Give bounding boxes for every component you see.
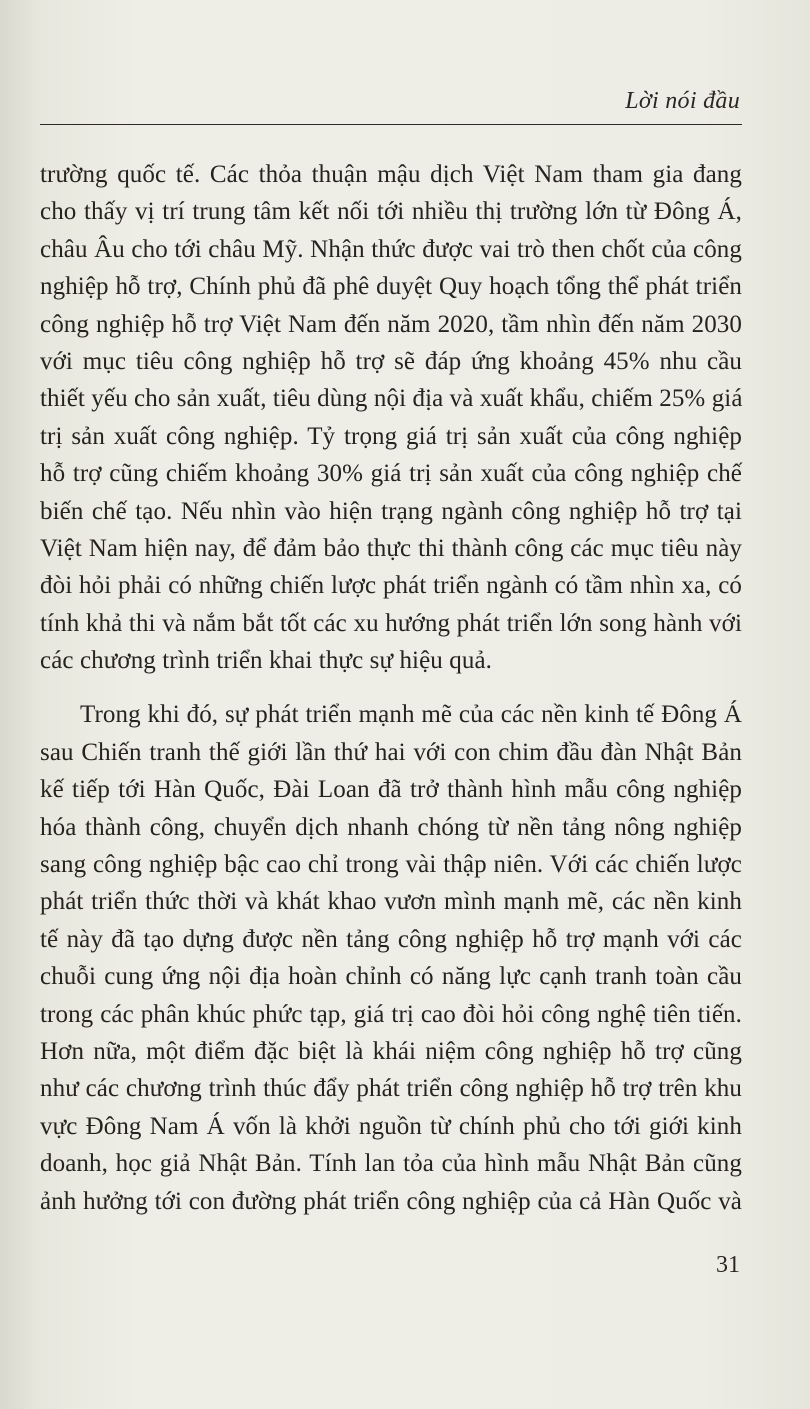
- text-line: phát triển thức thời và khát khao vươn mình mạnh mẽ, các nền kinh: [40, 888, 742, 916]
- text-line: vực Đông Nam Á vốn là khởi nguồn từ chính phủ cho tới giới kinh: [40, 1112, 742, 1140]
- text-line: tế này đã tạo dựng được nền tảng công nghiệp hỗ trợ mạnh với các: [40, 925, 742, 953]
- text-line: doanh, học giả Nhật Bản. Tính lan tỏa của hình mẫu Nhật Bản cũng: [40, 1150, 742, 1178]
- text-line: trong các phân khúc phức tạp, giá trị cao đòi hỏi công nghệ tiên tiến.: [40, 1000, 742, 1028]
- text-line: thiết yếu cho sản xuất, tiêu dùng nội địa và xuất khẩu, chiếm 25% giá: [40, 385, 743, 413]
- paragraph-spacer: [40, 679, 742, 696]
- text-line: Việt Nam hiện nay, để đảm bảo thực thi thành công các mục tiêu này: [40, 534, 742, 562]
- text-line: hỗ trợ cũng chiếm khoảng 30% giá trị sản xuất của công nghiệp chế: [40, 460, 742, 488]
- text-line: sau Chiến tranh thế giới lần thứ hai với con chim đầu đàn Nhật Bản: [40, 738, 742, 766]
- text-line: trị sản xuất công nghiệp. Tỷ trọng giá trị sản xuất của công nghiệp: [40, 422, 742, 450]
- header-rule: [40, 124, 742, 125]
- text-line: Trong khi đó, sự phát triển mạnh mẽ của các nền kinh tế Đông Á: [80, 701, 742, 729]
- text-line: tính khả thi và nắm bắt tốt các xu hướng phát triển lớn song hành với: [40, 609, 742, 637]
- text-line: sang công nghiệp bậc cao chỉ trong vài thập niên. Với các chiến lược: [40, 851, 742, 879]
- text-line: các chương trình triển khai thực sự hiệu quả.: [40, 647, 492, 675]
- running-head-title: Lời nói đầu: [625, 88, 740, 114]
- text-line: nghiệp hỗ trợ, Chính phủ đã phê duyệt Quy hoạch tổng thể phát triển: [40, 273, 742, 301]
- text-line: công nghiệp hỗ trợ Việt Nam đến năm 2020, tầm nhìn đến năm 2030: [40, 310, 742, 338]
- body-text: [40, 156, 742, 1220]
- text-line: với mục tiêu công nghiệp hỗ trợ sẽ đáp ứng khoảng 45% nhu cầu: [40, 347, 742, 375]
- page-number: 31: [716, 1252, 740, 1278]
- text-line: cho thấy vị trí trung tâm kết nối tới nhiều thị trường lớn từ Đông Á,: [40, 198, 742, 226]
- text-line: ảnh hưởng tới con đường phát triển công nghiệp của cả Hàn Quốc và: [40, 1187, 742, 1215]
- text-line: biến chế tạo. Nếu nhìn vào hiện trạng ngành công nghiệp hỗ trợ tại: [40, 497, 742, 525]
- text-line: trường quốc tế. Các thỏa thuận mậu dịch Việt Nam tham gia đang: [40, 161, 742, 188]
- text-line: như các chương trình thúc đẩy phát triển công nghiệp hỗ trợ trên khu: [40, 1075, 742, 1103]
- text-line: kế tiếp tới Hàn Quốc, Đài Loan đã trở thành hình mẫu công nghiệp: [40, 776, 742, 804]
- paragraph-1: [40, 156, 742, 679]
- paragraph-2: [40, 696, 742, 1219]
- text-line: hóa thành công, chuyển dịch nhanh chóng từ nền tảng nông nghiệp: [40, 813, 742, 841]
- text-line: Hơn nữa, một điểm đặc biệt là khái niệm công nghiệp hỗ trợ cũng: [40, 1037, 742, 1065]
- text-line: đòi hỏi phải có những chiến lược phát triển ngành có tầm nhìn xa, có: [40, 572, 742, 600]
- text-line: châu Âu cho tới châu Mỹ. Nhận thức được vai trò then chốt của công: [40, 235, 742, 263]
- text-line: chuỗi cung ứng nội địa hoàn chỉnh có năng lực cạnh tranh toàn cầu: [40, 963, 742, 991]
